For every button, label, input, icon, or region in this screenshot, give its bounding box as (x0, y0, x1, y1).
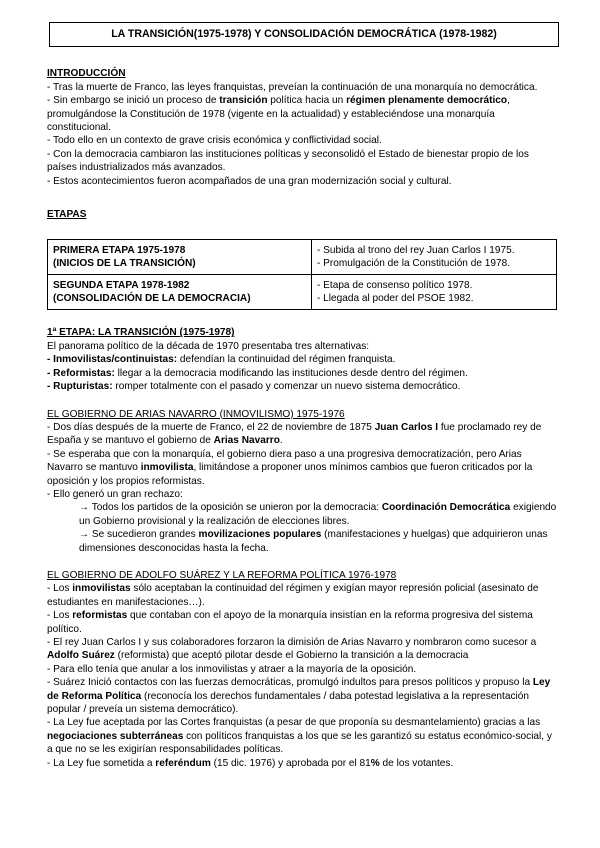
stage-detail-cell: - Etapa de consenso político 1978. - Llegada al poder del PSOE 1982. (312, 275, 557, 310)
etapa1-intro: El panorama político de la década de 1970 presentaba tres alternativas: (47, 340, 370, 352)
intro-paragraph: - Con la democracia cambiaron las instituciones políticas y seconsolidó el Estado de bienestar propio de los países industrializados más avanzados. (47, 148, 529, 174)
arias-paragraph: - Dos días después de la muerte de Franco, el 22 de noviembre de 1875 Juan Carlos I fue proclamado rey de España y se mantuvo el gobierno de Arias Navarro. (47, 421, 542, 447)
suarez-heading: EL GOBIERNO DE ADOLFO SUÁREZ Y LA REFORMA POLÍTICA 1976-1978 (47, 569, 397, 581)
suarez-paragraph: - Los inmovilistas sólo aceptaban la continuidad del régimen y exigían mayor represión policial (asesinato de estudiantes en manifestaciones…). (47, 583, 539, 608)
stage-cell: PRIMERA ETAPA 1975-1978 (INICIOS DE LA TRANSICIÓN) (48, 240, 312, 275)
arias-consequence-item: → Todos los partidos de la oposición se unieron por la democracia: Coordinación Democrática exigiendo un Gobierno provisional y la realización de elecciones libres. (79, 502, 557, 527)
alternative-item: - Reformistas: llegar a la democracia modificando las instituciones desde dentro del régimen. (47, 367, 468, 379)
document-title: LA TRANSICIÓN(1975-1978) Y CONSOLIDACIÓN DEMOCRÁTICA (1978-1982) (49, 22, 559, 47)
etapas-table (47, 239, 557, 310)
table-row (48, 275, 557, 310)
arias-heading: EL GOBIERNO DE ARIAS NAVARRO (INMOVILISMO) 1975-1976 (47, 408, 345, 420)
document-page (47, 22, 557, 770)
etapas-heading: ETAPAS (47, 209, 87, 221)
etapa1-heading: 1ª ETAPA: LA TRANSICIÓN (1975-1978) (47, 327, 235, 339)
intro-paragraph: - Todo ello en un contexto de grave crisis económica y conflictividad social. (47, 135, 382, 147)
intro-paragraph: - Tras la muerte de Franco, las leyes franquistas, preveían la continuación de una monarquía no democrática. (47, 81, 538, 93)
suarez-paragraph: - Para ello tenía que anular a los inmovilistas y atraer a la mayoría de la oposición. (47, 663, 417, 675)
arias-paragraph: - Ello generó un gran rechazo: (47, 488, 183, 500)
suarez-paragraph: - El rey Juan Carlos I y sus colaboradores forzaron la dimisión de Arias Navarro y nombraron como sucesor a Adolfo Suárez (reformista) que aceptó pilotar desde el Gobierno la transición a la democracia (47, 637, 537, 662)
stage-detail-cell: - Subida al trono del rey Juan Carlos I 1975. - Promulgación de la Constitución de 1978. (312, 240, 557, 275)
alternative-item: - Rupturistas: romper totalmente con el pasado y comenzar un nuevo sistema democrático. (47, 381, 461, 393)
arias-consequence-item: → Se sucedieron grandes movilizaciones populares (manifestaciones y huelgas) que adquirieron unas dimensiones desconocidas hasta la fecha. (79, 529, 548, 554)
intro-paragraph: - Estos acontecimientos fueron acompañados de una gran modernización social y cultural. (47, 175, 452, 187)
intro-heading: INTRODUCCIÓN (47, 68, 126, 80)
intro-paragraph: - Sin embargo se inició un proceso de transición política hacia un régimen plenamente democrático, promulgándose la Constitución de 1978 (vigente en la actualidad) y estableciéndose una monarquía constitucional. (47, 95, 510, 134)
suarez-paragraph: - Los reformistas que contaban con el apoyo de la monarquía insistían en la reforma progresiva del sistema político. (47, 610, 533, 635)
stage-cell: SEGUNDA ETAPA 1978-1982 (CONSOLIDACIÓN DE LA DEMOCRACIA) (48, 275, 312, 310)
suarez-paragraph: - La Ley fue aceptada por las Cortes franquistas (a pesar de que proponía su desmantelamiento) gracias a las negociaciones subterráneas con políticos franquistas a los que se les garantizó su estatus económico-social, y a que no se les exigirían responsabilidades políticas. (47, 717, 552, 756)
table-row (48, 240, 557, 275)
alternative-item: - Inmovilistas/continuistas: defendían la continuidad del régimen franquista. (47, 354, 396, 366)
suarez-paragraph: - Suárez Inició contactos con las fuerzas democráticas, promulgó indultos para presos políticos y propuso la Ley de Reforma Política (reconocía los derechos fundamentales / daba potestad legislativa a la representación popular / preveía un sistema democrático). (47, 677, 551, 716)
suarez-paragraph: - La Ley fue sometida a referéndum (15 dic. 1976) y aprobada por el 81% de los votantes. (47, 757, 454, 769)
arias-paragraph: - Se esperaba que con la monarquía, el gobierno diera paso a una progresiva democratización, pero Arias Navarro se mantuvo inmovilista, limitándose a proponer unos mínimos cambios que fueron criticados por la oposición y los propios reformistas. (47, 448, 533, 487)
